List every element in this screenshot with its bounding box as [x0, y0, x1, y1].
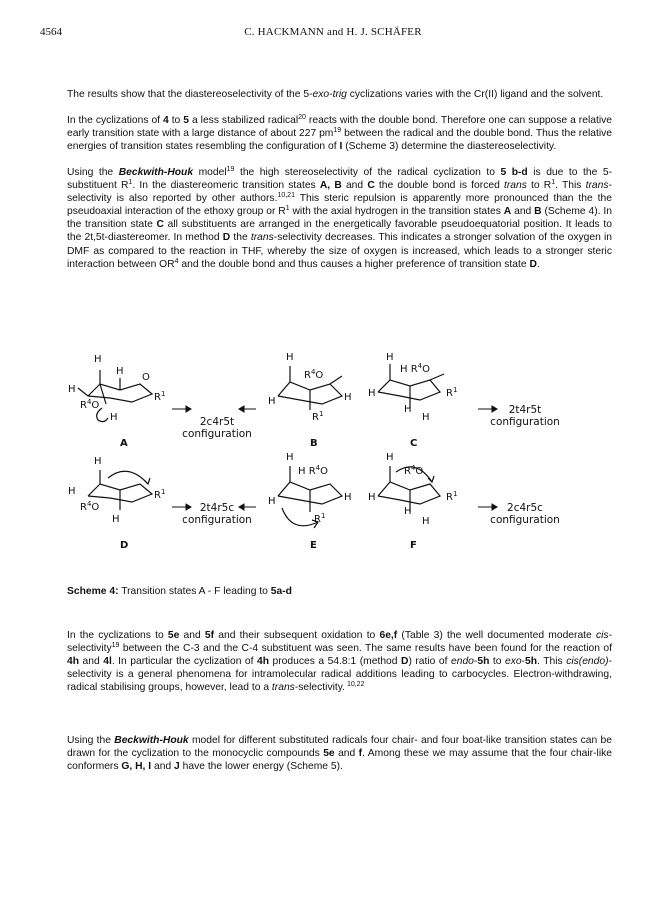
atom-label: H: [116, 366, 124, 377]
text-run: and: [511, 206, 535, 218]
atom-label: H: [386, 452, 394, 463]
text-run: 1: [285, 205, 290, 213]
paragraph-4: [67, 629, 612, 694]
text-run: C: [367, 180, 375, 192]
configuration-label-f: [480, 502, 570, 526]
atom-superscript: 4: [86, 500, 92, 508]
text-run: reacts with the double bond. Therefore one can suppose a relative early transition state with a large distance of about 227 pm: [67, 115, 613, 140]
text-run: Transition states A - F leading to: [118, 586, 271, 597]
text-run: In the cyclizations of: [67, 115, 163, 126]
text-run: In the cyclizations to: [67, 630, 168, 641]
text-run: with the axial hydrogen in the transition states: [289, 206, 504, 218]
atom-label: H: [68, 486, 76, 497]
configuration-code: 2t4r5c: [199, 502, 235, 514]
atom-label: R: [404, 466, 411, 477]
configuration-code: 2c4r5t: [199, 416, 235, 428]
text-run: -selectivity: [67, 630, 612, 655]
atom-label: O: [142, 372, 150, 383]
text-run: and their subsequent oxidation to: [214, 630, 380, 641]
text-run: .: [536, 258, 540, 270]
text-run: (Scheme 4). In the transition state: [67, 206, 612, 231]
text-run: 1: [551, 179, 556, 187]
atom-superscript: 1: [160, 390, 166, 398]
configuration-label-ab: [172, 416, 262, 440]
configuration-word: configuration: [182, 514, 252, 526]
page-number: 4564: [40, 26, 62, 38]
paragraph-5: [67, 734, 612, 773]
atom-label: R: [80, 400, 87, 411]
atom-label: H: [344, 392, 352, 403]
text-run: 5e: [167, 630, 180, 641]
text-run: 5f: [204, 630, 215, 641]
atom-label: R: [446, 388, 453, 399]
atom-superscript: 1: [452, 490, 458, 498]
atom-label: O: [415, 466, 424, 477]
atom-superscript: 1: [160, 488, 166, 496]
text-run: 4: [163, 115, 169, 126]
structure-label-D: D: [120, 540, 129, 551]
text-run: model: [193, 167, 227, 178]
text-run: trans: [271, 682, 295, 694]
text-run: I: [339, 141, 343, 153]
atom-label: O: [422, 364, 431, 375]
text-run: and: [334, 748, 359, 760]
text-run: B: [534, 206, 542, 218]
atom-label: R: [410, 364, 418, 375]
text-run: trans: [250, 232, 274, 244]
text-run: [114, 735, 188, 746]
text-run: the double bond is forced: [374, 180, 504, 192]
structure-label-B: B: [310, 438, 318, 449]
atom-superscript: 1: [318, 410, 324, 418]
atom-label: H: [404, 506, 412, 517]
text-run: The results show that the diastereoselectivity of the 5-: [67, 89, 313, 100]
text-run: 5a-d: [270, 586, 292, 597]
text-run: A: [503, 206, 512, 218]
text-run: trans: [585, 180, 609, 192]
text-run: the high stereoselectivity of the radical cyclization to: [234, 167, 501, 178]
text-run: have the lower energy (Scheme 5).: [179, 761, 343, 773]
configuration-word: configuration: [490, 416, 560, 428]
text-run: and: [179, 630, 205, 641]
page-header: [40, 26, 626, 42]
text-run: to R: [526, 180, 552, 192]
atom-label: H: [404, 404, 412, 415]
atom-superscript: 4: [310, 368, 316, 376]
text-run: 4h: [257, 656, 270, 668]
text-run: all substituents are arranged in the energetically favorable pseudoequatorial position. It leads to the 2t,5t-diastereomer. In method: [67, 219, 612, 244]
atom-label: O: [320, 466, 329, 477]
text-run: 6e,f: [379, 630, 398, 641]
atom-label: R: [312, 412, 319, 423]
text-run: D: [529, 258, 537, 270]
text-run: a less stabilized radical: [189, 115, 299, 126]
atom-label: R: [308, 466, 316, 477]
text-run: 1: [128, 179, 133, 187]
text-run: 20: [298, 114, 306, 121]
structure-label-E: E: [310, 540, 317, 551]
text-run: 10,22: [345, 681, 365, 689]
text-run: between the C-3 and the C-4 substituent was seen. The same results have been found for the reaction of: [119, 643, 612, 655]
text-run: and: [151, 761, 175, 773]
atom-label: O: [315, 370, 324, 381]
text-run: D: [401, 656, 409, 668]
text-run: -: [473, 656, 478, 668]
paragraph-2: [67, 114, 612, 153]
configuration-code: 2c4r5c: [507, 502, 543, 514]
text-run: Scheme 4:: [67, 586, 119, 597]
structure-label-C: C: [410, 438, 418, 449]
text-run: -selectivity.: [294, 682, 345, 694]
text-run: . In particular the cyclization of: [111, 656, 257, 668]
text-run: exo-trig: [312, 89, 347, 100]
configuration-word: configuration: [182, 428, 252, 440]
configuration-label-de: [172, 502, 262, 526]
text-run: ) ratio of: [408, 656, 451, 668]
atom-label: H: [268, 396, 276, 407]
scheme-4-drawing: [60, 352, 620, 582]
configuration-label-c: [480, 404, 570, 428]
atom-label: H: [386, 352, 394, 363]
atom-label: H: [286, 452, 294, 463]
scheme-4-transition-states: [60, 352, 620, 582]
text-run: model for different substituted radicals four chair- and four boat-like transition states can be drawn for the cyclization to the monocyclic compounds: [67, 735, 612, 760]
text-run: 19: [226, 166, 235, 173]
text-run: . Among these we may assume that the four chair-like conformers: [67, 748, 612, 773]
text-run: produces a 54.8:1 (method: [269, 656, 402, 668]
atom-superscript: 4: [86, 398, 92, 406]
atom-label: H: [68, 384, 76, 395]
atom-label: H: [422, 516, 430, 527]
text-run: endo: [451, 656, 474, 668]
atom-label: H: [298, 466, 306, 477]
configuration-code: 2t4r5t: [508, 404, 542, 416]
atom-superscript: 1: [452, 386, 458, 394]
text-run: 4: [174, 257, 179, 265]
text-run: 5 b-d: [500, 167, 528, 178]
atom-label: H: [94, 354, 102, 365]
text-run: cyclizations varies with the Cr(II) ligand and the solvent.: [346, 89, 604, 100]
configuration-word: configuration: [490, 514, 560, 526]
text-run: -selectivity is also reported by other authors.: [67, 180, 612, 205]
atom-label: H: [110, 412, 118, 423]
atom-label: H: [94, 456, 102, 467]
atom-superscript: 1: [320, 512, 326, 520]
text-run: and the double bond and thus causes a higher preference of transition state: [178, 258, 530, 270]
atom-label: R: [446, 492, 453, 503]
atom-label: H: [368, 492, 376, 503]
atom-superscript: 4: [410, 464, 416, 472]
text-run: [119, 167, 193, 178]
atom-label: H: [268, 496, 276, 507]
text-run: 5e: [323, 748, 335, 760]
text-run: between the radical and the double bond. Thus the relative energies of transition states resembling the configuration of: [67, 128, 612, 153]
atom-label: R: [80, 502, 87, 513]
text-run: . This: [555, 180, 586, 192]
text-run: (Scheme 3) determine the diastereoselectivity.: [342, 141, 557, 153]
text-run: Beckwith-Houk: [118, 167, 194, 178]
atom-label: R: [154, 490, 161, 501]
atom-label: R: [154, 392, 161, 403]
text-run: -: [521, 656, 526, 668]
text-run: 10,21: [277, 192, 295, 200]
atom-label: R: [304, 370, 311, 381]
atom-label: H: [112, 514, 120, 525]
text-run: This steric repulsion is apparently more pronounced than the the pseudoaxial interaction of the ethoxy group or R: [67, 193, 612, 218]
text-run: -selectivity decreases. This indicates a stronger solvation of the oxygen in DMF as compared to the reaction in THF, whereby the size of oxygen is increased, which leads to a stronger steric interaction between OR: [67, 232, 613, 270]
structure-label-F: F: [410, 540, 417, 551]
atom-label: H: [368, 388, 376, 399]
atom-superscript: 4: [315, 464, 321, 472]
text-run: -selectivity is a general phenomena for intramolecular radical additions leading to carbocycles. Electron-withdrawing, radical stabilising groups, however, lead to a: [67, 656, 612, 694]
text-run: Beckwith-Houk: [114, 735, 189, 746]
text-run: 4h: [67, 656, 80, 668]
text-run: J: [174, 761, 180, 773]
text-run: cis: [595, 630, 609, 641]
text-run: exo: [504, 656, 522, 668]
text-run: 19: [111, 642, 120, 650]
atom-label: H: [422, 412, 430, 423]
text-run: 5: [183, 115, 189, 126]
atom-label: H: [400, 364, 408, 375]
text-run: 5h: [525, 656, 538, 668]
text-run: the: [230, 232, 251, 244]
atom-label: H: [344, 492, 352, 503]
text-run: 19: [333, 127, 342, 135]
text-run: . This: [537, 656, 567, 668]
text-run: cis(endo): [566, 656, 609, 668]
running-head-authors: C. HACKMANN and H. J. SCHÄFER: [244, 26, 422, 38]
atom-superscript: 4: [417, 362, 423, 370]
text-run: 5h: [477, 656, 490, 668]
text-run: and: [79, 656, 104, 668]
atom-label: O: [91, 400, 100, 411]
text-run: to: [489, 656, 505, 668]
text-run: D: [222, 232, 231, 244]
atom-label: H: [286, 352, 294, 363]
paragraph-3: [67, 166, 612, 271]
atom-label: O: [91, 502, 100, 513]
text-run: Using the: [67, 735, 115, 746]
text-run: to: [168, 115, 184, 126]
text-run: G, H, I: [121, 761, 152, 773]
text-run: C: [156, 219, 164, 231]
text-run: (Table 3) the well documented moderate: [397, 630, 596, 641]
text-run: and: [341, 180, 368, 192]
text-run: . In the diastereomeric transition states: [132, 180, 320, 192]
paragraph-1: [67, 88, 612, 101]
text-run: 4l: [103, 656, 112, 668]
text-run: Using the: [67, 167, 119, 178]
text-run: A, B: [319, 180, 342, 192]
structure-label-A: A: [120, 438, 128, 449]
scheme-caption: [67, 586, 292, 597]
text-run: trans: [503, 180, 527, 192]
text-run: is due to the 5-substituent R: [67, 167, 612, 192]
atom-label: R: [314, 514, 321, 525]
text-run: f: [358, 748, 363, 760]
